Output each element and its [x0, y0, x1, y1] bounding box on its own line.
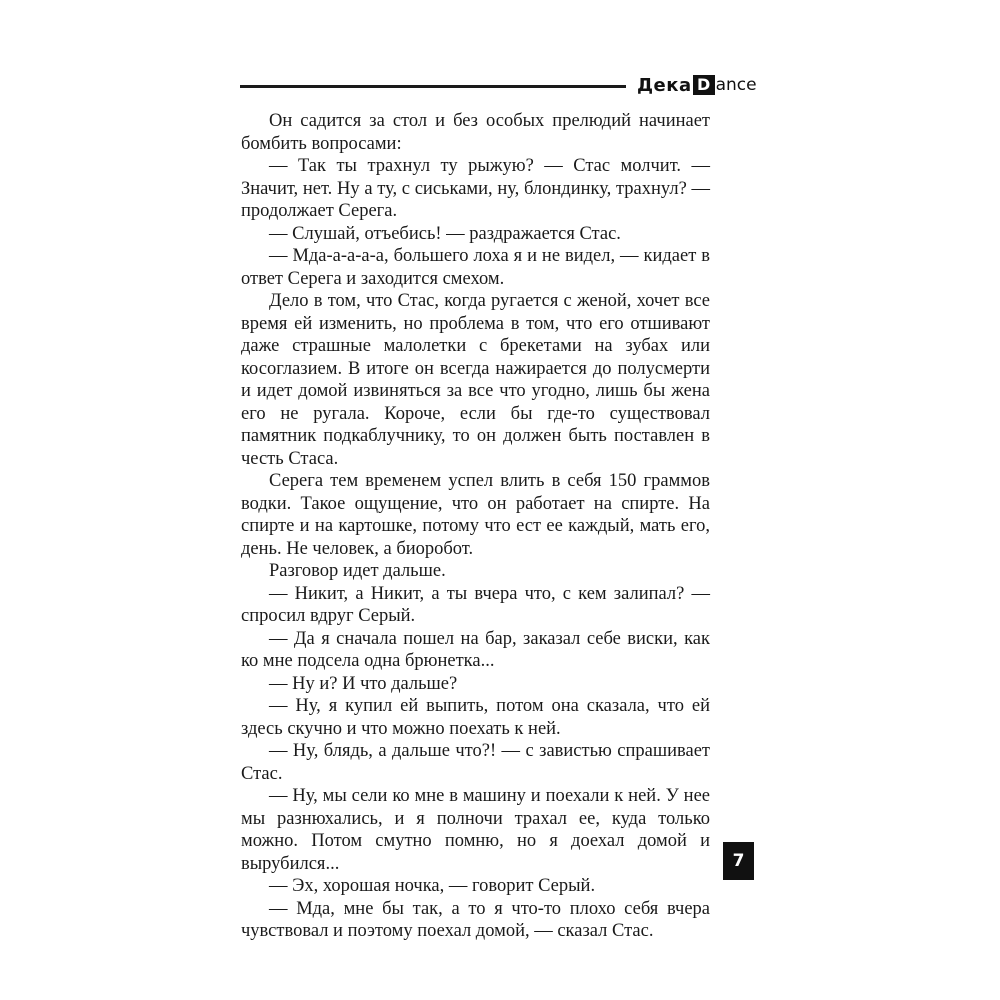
- body-text: [241, 110, 710, 943]
- paragraph: — Эх, хорошая ночка, — говорит Серый.: [269, 876, 596, 896]
- paragraph: — Ну и? И что дальше?: [269, 673, 458, 694]
- paragraph: — Ну, блядь, а дальше что?! — с завистью спрашивает Стас.: [241, 741, 710, 784]
- paragraph: — Ну, я купил ей выпить, потом она сказала, что ей здесь скучно и что можно поехать к ней.: [241, 696, 710, 739]
- paragraph: — Да я сначала пошел на бар, заказал себе виски, как ко мне подсела одна брюнетка...: [241, 628, 710, 671]
- publisher-logo: [637, 72, 757, 98]
- logo-text-left: Дека: [637, 74, 692, 96]
- paragraph: — Слушай, отъебись! — раздражается Стас.: [269, 223, 621, 244]
- paragraph: Серега тем временем успел влить в себя 150 граммов водки. Такое ощущение, что он работает на спирте. На спирте и на картошке, потому что ест ее каждый, мать его, день. Не человек, а биоробот.: [241, 471, 710, 559]
- header-rule: [240, 85, 626, 88]
- paragraph: Дело в том, что Стас, когда ругается с женой, хочет все время ей изменить, но проблема в том, что его отшивают даже страшные малолетки с брекетами на зубах или косоглазием. В итоге он всегда нажирается до полусмерти и идет домой извиняться за все что угодно, лишь бы жена его не ругала. Короче, если бы где-то существовал памятник подкаблучнику, то он должен быть поставлен в честь Стаса.: [241, 291, 710, 469]
- paragraph: — Мда, мне бы так, а то я что-то плохо себя вчера чувствовал и поэтому поехал домой, — сказал Стас.: [241, 898, 710, 941]
- paragraph: — Никит, а Никит, а ты вчера что, с кем залипал? — спросил вдруг Серый.: [241, 583, 710, 626]
- paragraph: — Ну, мы сели ко мне в машину и поехали к ней. У нее мы разнюхались, и я полночи трахал ее, куда только можно. Потом смутно помню, но я доехал домой и вырубился...: [241, 786, 710, 874]
- paragraph: — Так ты трахнул ту рыжую? — Стас молчит. — Значит, нет. Ну а ту, с сиськами, ну, блондинку, трахнул? — продолжает Серега.: [241, 156, 710, 221]
- paragraph: Он садится за стол и без особых прелюдий начинает бомбить вопросами:: [241, 111, 710, 154]
- logo-text-right: ance: [715, 75, 757, 95]
- page-number: 7: [723, 842, 754, 880]
- logo-letter-box: D: [693, 75, 715, 95]
- paragraph: Разговор идет дальше.: [269, 561, 446, 581]
- paragraph: — Мда-а-а-а-а, большего лоха я и не видел, — кидает в ответ Серега и заходится смехом.: [241, 246, 710, 289]
